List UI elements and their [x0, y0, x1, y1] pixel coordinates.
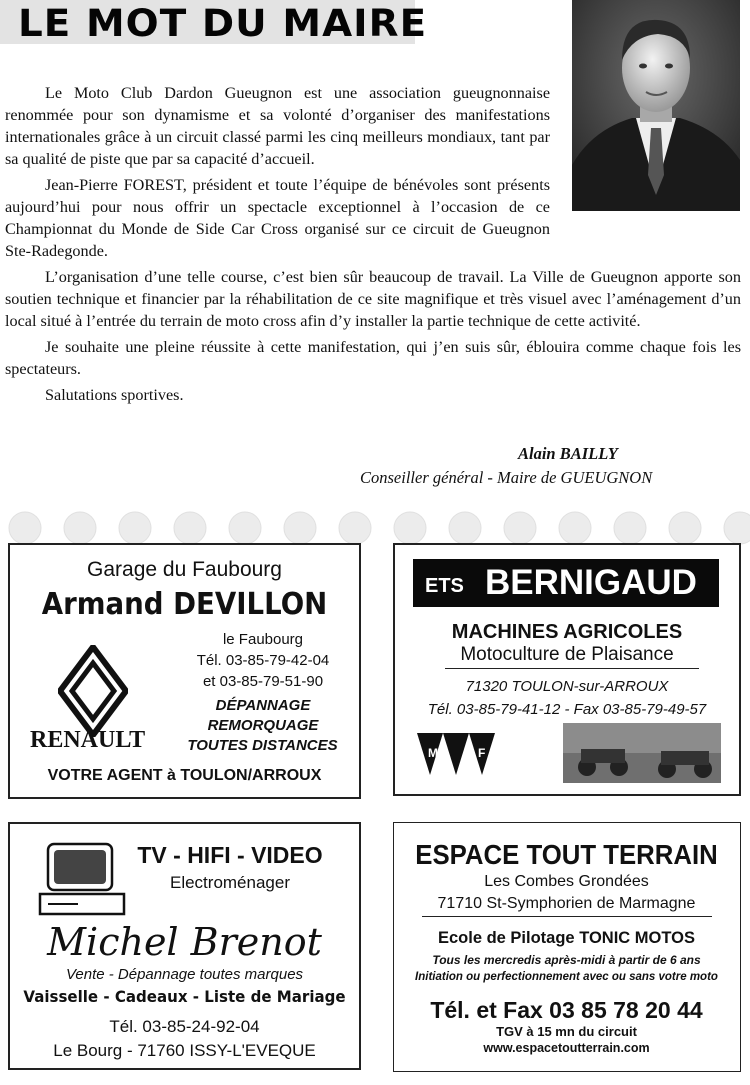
- renault-brand: RENAULT: [30, 727, 146, 753]
- garage-tel1: Tél. 03-85-79-42-04: [196, 652, 330, 669]
- page-title: LE MOT DU MAIRE: [18, 2, 428, 45]
- bernigaud-address: 71320 TOULON-sur-ARROUX: [465, 678, 669, 695]
- tv-video-icon: [38, 842, 126, 918]
- garage-line1: Garage du Faubourg: [87, 558, 282, 581]
- brenot-services: Vente - Dépannage toutes marques: [65, 966, 304, 983]
- signature-name: Alain BAILLY: [518, 444, 618, 463]
- espace-divider: [422, 916, 712, 917]
- brenot-tel: Tél. 03-85-24-92-04: [109, 1017, 260, 1036]
- bernigaud-divider: [445, 668, 699, 669]
- quad-bikes-photo: [563, 723, 721, 783]
- espace-info2: Initiation ou perfectionnement avec ou sans votre moto: [415, 971, 718, 983]
- mayor-letter: [5, 82, 741, 410]
- bernigaud-ets: ETS: [425, 575, 464, 597]
- letter-paragraph-3: L’organisation d’une telle course, c’est bien sûr beaucoup de travail. La Ville de Gueugnon apporte son soutien technique et financier par la réhabilitation de ce site magnifique et très visuel avec l’aménagement d’un local situé à l’entrée du terrain de moto cross afin d’y installer la partie technique de cette activité.: [5, 268, 741, 330]
- espace-website: www.espacetoutterrain.com: [483, 1041, 650, 1055]
- massey-ferguson-logo-icon: [415, 729, 497, 779]
- espace-address1: Les Combes Grondées: [484, 873, 649, 890]
- espace-address2: 71710 St-Symphorien de Marmagne: [437, 895, 696, 912]
- garage-service3: TOUTES DISTANCES: [187, 737, 338, 754]
- garage-name: Armand DEVILLON: [41, 587, 328, 622]
- bernigaud-name: BERNIGAUD: [485, 563, 697, 602]
- ad-espace-tout-terrain: [393, 822, 741, 1072]
- espace-tel: Tél. et Fax 03 85 78 20 44: [430, 997, 703, 1023]
- letter-paragraph-1: Le Moto Club Dardon Gueugnon est une association gueugnonnaise renommée pour son dynamisme et sa volonté d’organiser des manifestations internationales grâce à un circuit classé parmi les cinq meilleurs mondiaux, tant par sa qualité de piste que par sa capacité d’accueil.: [5, 84, 550, 168]
- espace-name: ESPACE TOUT TERRAIN: [415, 839, 718, 870]
- garage-service2: REMORQUAGE: [207, 717, 319, 734]
- letter-paragraph-4: Je souhaite une pleine réussite à cette manifestation, qui j’en suis sûr, éblouira comme chaque fois les spectateurs.: [5, 338, 741, 378]
- bernigaud-line2: Motoculture de Plaisance: [460, 644, 674, 665]
- ad-bernigaud: [393, 543, 741, 796]
- svg-text:M: M: [428, 746, 438, 760]
- bernigaud-line1: MACHINES AGRICOLES: [451, 621, 683, 643]
- brenot-goods: Vaisselle - Cadeaux - Liste de Mariage: [23, 987, 346, 1006]
- garage-service1: DÉPANNAGE: [215, 697, 311, 714]
- espace-info1: Tous les mercredis après-midi à partir de 6 ans: [432, 953, 701, 967]
- brenot-address: Le Bourg - 71760 ISSY-L'EVEQUE: [53, 1041, 316, 1060]
- renault-logo-icon: [58, 645, 128, 737]
- signature-role: Conseiller général - Maire de GUEUGNON: [360, 468, 653, 487]
- garage-address: le Faubourg: [222, 631, 304, 648]
- ad-garage-devillon: [8, 543, 361, 799]
- brenot-name: Michel Brenot: [47, 920, 322, 964]
- brenot-line1: TV - HIFI - VIDEO: [137, 842, 323, 868]
- svg-text:F: F: [478, 746, 486, 760]
- bernigaud-tel: Tél. 03-85-79-41-12 - Fax 03-85-79-49-57: [427, 701, 707, 718]
- garage-footer: VOTRE AGENT à TOULON/ARROUX: [47, 767, 322, 784]
- espace-school: Ecole de Pilotage TONIC MOTOS: [437, 929, 696, 947]
- garage-tel2: et 03-85-79-51-90: [202, 673, 324, 690]
- letter-paragraph-2: Jean-Pierre FOREST, président et toute l’équipe de bénévoles sont présents aujourd’hui pour nous offrir un spectacle exceptionnel à l’occasion de ce Championnat du Monde de Side Car Cross organisé sur ce circuit de Gueugnon Ste-Radegonde.: [5, 176, 550, 260]
- letter-paragraph-5: Salutations sportives.: [45, 386, 184, 404]
- ad-michel-brenot: [8, 822, 361, 1070]
- brenot-line2: Electroménager: [169, 873, 290, 892]
- espace-tgv: TGV à 15 mn du circuit: [496, 1024, 637, 1039]
